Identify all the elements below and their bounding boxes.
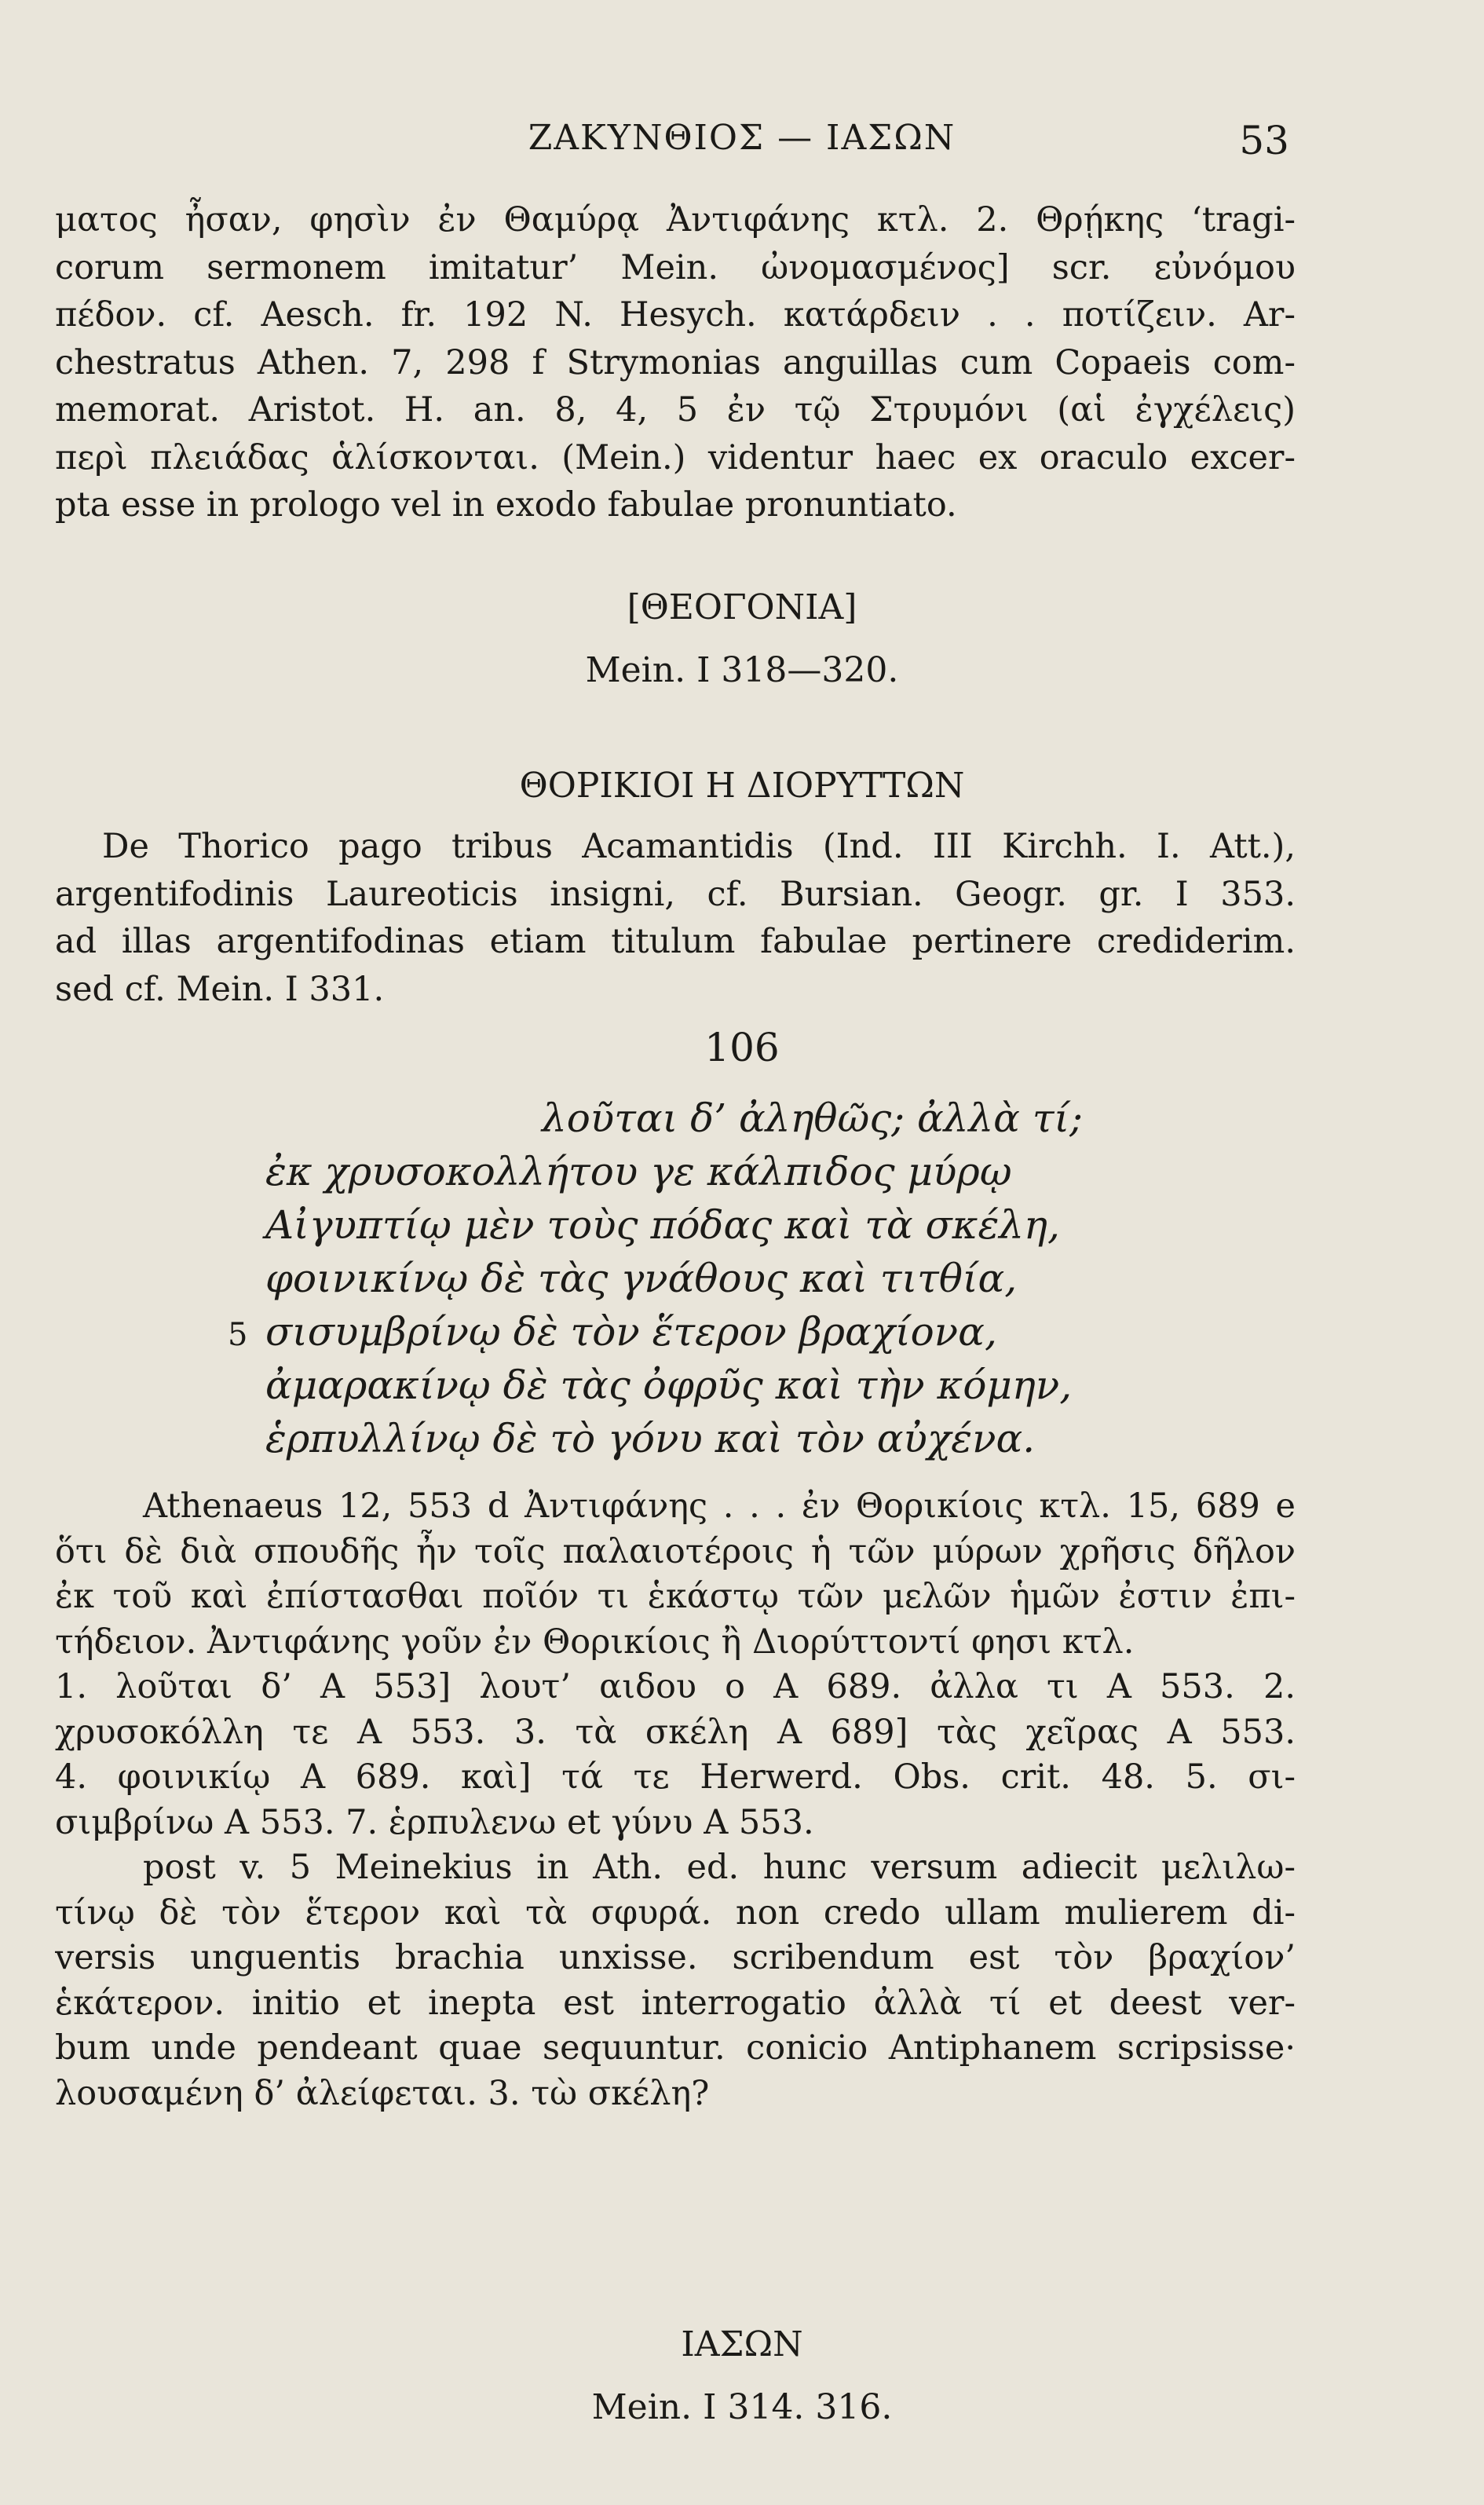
- verse-text: ἀμαρακίνῳ δὲ τὰς ὀφρῦς καὶ τὴν κόμην,: [265, 1362, 1073, 1408]
- running-title: ΖΑΚΥΝΘΙΟΣ — ΙΑΣΩΝ: [528, 118, 956, 158]
- verse-text: Αἰγυπτίῳ μὲν τοὺς πόδας καὶ τὰ σκέλη,: [265, 1202, 1060, 1248]
- note-line: Athenaeus 12, 553 d Ἀντιφάνης . . . ἐν Θορικίοις κτλ. 15, 689 e: [143, 1487, 1296, 1526]
- running-header: [0, 118, 1484, 173]
- verse-number: 5: [228, 1317, 248, 1353]
- fragment-verses: [0, 1092, 1484, 1465]
- verse-text: σισυμβρίνῳ δὲ τὸν ἕτερον βραχίονα,: [265, 1309, 997, 1355]
- note-line: τήδειον. Ἀντιφάνης γοῦν ἐν Θορικίοις ἢ Διορύττοντί φησι κτλ.: [55, 1622, 1135, 1662]
- commentary-line: pta esse in prologo vel in exodo fabulae pronuntiato.: [55, 485, 957, 525]
- note-line: 4. φοινικίῳ A 689. καὶ] τά τε Herwerd. Obs. crit. 48. 5. σι-: [55, 1757, 1296, 1797]
- description-line: argentifodinis Laureoticis insigni, cf. Bursian. Geogr. gr. I 353.: [55, 874, 1296, 914]
- description-line: De Thorico pago tribus Acamantidis (Ind. III Kirchh. I. Att.),: [102, 827, 1296, 866]
- apparatus-notes: [55, 1484, 1296, 2116]
- section-title-theogonia: [ΘΕΟΓΟΝΙΑ]: [627, 587, 857, 627]
- verse-line: [0, 1092, 1484, 1145]
- note-line: post v. 5 Meinekius in Ath. ed. hunc versum adiecit μελιλω-: [143, 1848, 1296, 1887]
- section-ref-theogonia: Mein. I 318—320.: [585, 650, 899, 690]
- verse-line: [0, 1252, 1484, 1305]
- note-line: σιμβρίνω A 553. 7. ἑρπυλενω et γύνυ A 553.: [55, 1802, 814, 1842]
- commentary-line: memorat. Aristot. H. an. 8, 4, 5 ἐν τῷ Στρυμόνι (αἱ ἐγχέλεις): [55, 390, 1296, 430]
- thorikioi-description: [55, 823, 1296, 1013]
- description-line: sed cf. Mein. I 331.: [55, 969, 385, 1009]
- commentary-line: corum sermonem imitatur’ Mein. ὠνομασμένος] scr. εὐνόμου: [55, 247, 1296, 287]
- description-line: ad illas argentifodinas etiam titulum fabulae pertinere crediderim.: [55, 922, 1296, 961]
- note-line: ἐκ τοῦ καὶ ἐπίστασθαι ποῖόν τι ἑκάστῳ τῶν μελῶν ἡμῶν ἐστιν ἐπι-: [55, 1577, 1296, 1616]
- commentary-line: ματος ἦσαν, φησὶν ἐν Θαμύρᾳ Ἀντιφάνης κτλ. 2. Θρῄκης ‘tragi-: [55, 200, 1296, 240]
- verse-text: ἐκ χρυσοκολλήτου γε κάλπιδος μύρῳ: [265, 1149, 1012, 1194]
- note-line: ὅτι δὲ διὰ σπουδῆς ἦν τοῖς παλαιοτέροις ἡ τῶν μύρων χρῆσις δῆλον: [55, 1531, 1296, 1571]
- commentary-line: πέδον. cf. Aesch. fr. 192 N. Hesych. κατάρδειν . . ποτίζειν. Ar-: [55, 295, 1296, 335]
- commentary-line: περὶ πλειάδας ἁλίσκονται. (Mein.) videntur haec ex oraculo excer-: [55, 437, 1296, 477]
- section-title-thorikioi: ΘΟΡΙΚΙΟΙ Η ΔΙΟΡΥΤΤΩΝ: [519, 766, 965, 806]
- verse-line: [0, 1412, 1484, 1465]
- verse-text: φοινικίνῳ δὲ τὰς γνάθους καὶ τιτθία,: [265, 1256, 1018, 1301]
- commentary-line: chestratus Athen. 7, 298 f Strymonias anguillas cum Copaeis com-: [55, 342, 1296, 382]
- note-line: 1. λοῦται δ’ A 553] λουτ’ αιδου ο A 689. ἀλλα τι A 553. 2.: [55, 1667, 1296, 1706]
- verse-line: [0, 1305, 1484, 1359]
- note-line: τίνῳ δὲ τὸν ἕτερον καὶ τὰ σφυρά. non credo ullam mulierem di-: [55, 1892, 1296, 1933]
- section-title-iason: ΙΑΣΩΝ: [681, 2324, 803, 2364]
- note-line: versis unguentis brachia unxisse. scribendum est τὸν βραχίον’: [55, 1938, 1296, 1977]
- verse-line: [0, 1198, 1484, 1252]
- note-line: bum unde pendeant quae sequuntur. conicio Antiphanem scripsisse·: [55, 2028, 1296, 2068]
- note-line: λουσαμένη δ’ ἀλείφεται. 3. τὼ σκέλη?: [55, 2073, 710, 2113]
- verse-line: [0, 1359, 1484, 1412]
- verse-text: λοῦται δ’ ἀληθῶς; ἀλλὰ τί;: [542, 1095, 1083, 1141]
- fragment-number: 106: [704, 1025, 780, 1070]
- verse-text: ἑρπυλλίνῳ δὲ τὸ γόνυ καὶ τὸν αὐχένα.: [265, 1416, 1036, 1461]
- page-number: 53: [1239, 118, 1289, 163]
- intro-commentary: [55, 196, 1296, 529]
- verse-line: [0, 1145, 1484, 1198]
- note-line: ἑκάτερον. initio et inepta est interrogatio ἀλλὰ τί et deest ver-: [55, 1983, 1296, 2023]
- note-line: χρυσοκόλλη τε A 553. 3. τὰ σκέλη A 689] τὰς χεῖρας A 553.: [55, 1712, 1296, 1752]
- section-ref-iason: Mein. I 314. 316.: [591, 2387, 893, 2427]
